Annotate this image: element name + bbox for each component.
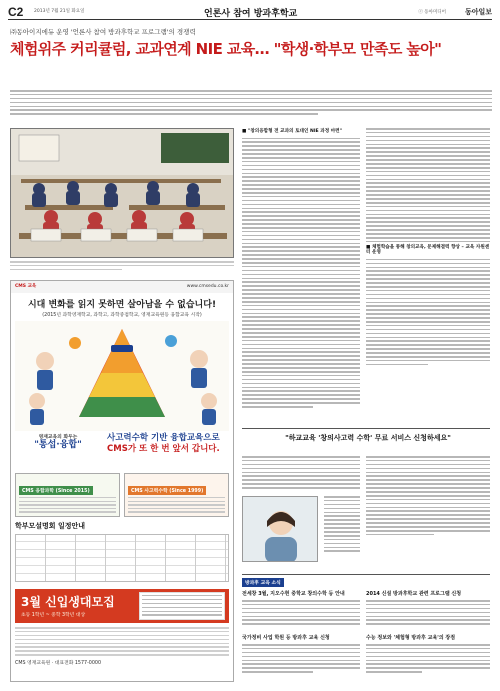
- ad-footer: [15, 627, 229, 666]
- recruit-title: 3월 신입생대모집: [21, 595, 115, 609]
- news-badge: 방과후 교육 소식: [242, 578, 284, 587]
- photo-caption: [10, 261, 234, 273]
- schedule-section: [15, 521, 229, 581]
- ad-title: 시대 변화를 읽지 못하면 살아남을 수 없습니다!: [27, 300, 217, 310]
- ad-left-small: 영재교육의 화두는: [38, 435, 78, 440]
- classroom-photo: [10, 128, 234, 258]
- ad-top-bar: [11, 281, 233, 293]
- page-number: C2: [8, 5, 24, 19]
- subhead-2: ■ 체험학습을 통해 창의교육, 문제해결력 향상 – 교육 자원센터 운영: [366, 244, 490, 256]
- ad-logo: CMS 교육: [15, 284, 37, 289]
- bottom-column-2: [366, 600, 490, 627]
- program-box-math-title: CMS 사고력수학 (Since 1999): [128, 486, 206, 495]
- schedule-title: 학부모설명회 일정안내: [15, 522, 86, 530]
- subhead-1: ■ "창의융합형 전 교과의 토대인 NIE 과정 마련": [242, 129, 343, 134]
- recruit-details: [139, 592, 225, 620]
- ad-left-big: "통섭·융합": [34, 440, 82, 450]
- ad-url: www.cmsedu.co.kr: [186, 284, 229, 289]
- issue-date: 2013년 7월 21일 화요일: [34, 9, 85, 14]
- ad-subtitle: (2015년 과학영재학교, 과학고, 과학중점학교, 영재교육원등 융합교육 시작): [42, 313, 202, 318]
- sponsor-note: ⓒ 동아미디어: [418, 10, 446, 15]
- body-column-2: [366, 128, 490, 368]
- cartoon-pyramid-illustration: [15, 321, 229, 431]
- ad-tagline-left: [15, 433, 101, 451]
- pull-quote: "하교교육 '창의사고력 수학' 무료 서비스 신청하세요": [285, 434, 451, 442]
- bottom-column-3: [242, 644, 360, 675]
- newspaper-name: 동아일보: [464, 7, 492, 16]
- recruit-subtitle: 초등 1학년 ~ 중학 3학년 대상: [21, 613, 86, 618]
- cms-advertisement: [10, 280, 234, 682]
- ad-program-boxes: [15, 473, 229, 517]
- body-column-4: [324, 496, 360, 554]
- bottom-head-2: 2014 신설 방과후학교 관련 프로그램 신청: [366, 591, 462, 597]
- program-box-science-title: CMS 융합과학 (Since 2015): [19, 486, 93, 495]
- body-column-1: [242, 128, 360, 410]
- article-kicker: ㈜동아이지에듀 운영 '언론사 참여 방과후학교 프로그램'의 경쟁력: [10, 28, 196, 36]
- ad-footer-text: CMS 영재교육원 · 대표전화 1577-0000: [15, 660, 102, 666]
- bottom-column-1: [242, 600, 360, 627]
- bottom-head-1: 전세창 3월, 지오수현 중학교 창의수학 등 안내: [242, 591, 345, 597]
- bottom-divider: [242, 574, 490, 575]
- lead-paragraph: [10, 90, 492, 124]
- section-title: 언론사 참여 방과후학교: [204, 9, 298, 19]
- ad-right-line1: 사고력수학 기반 융합교육으로: [107, 433, 220, 443]
- body-column-3: [242, 456, 360, 491]
- bottom-head-3: 국가정비 사업 학원 등 방과후 교육 신청: [242, 635, 330, 641]
- bottom-head-4: 수능 정보와 '체험형 방과후 교육'의 장점: [366, 635, 456, 641]
- portrait-photo: [242, 496, 318, 562]
- program-box-science: [15, 473, 120, 517]
- bottom-column-4: [366, 644, 490, 675]
- ad-tagline-right: [107, 433, 229, 454]
- program-box-math: [124, 473, 229, 517]
- schedule-table: [15, 534, 229, 582]
- section-divider: [242, 428, 490, 429]
- recruit-banner: [15, 589, 229, 623]
- article-headline: 체험위주 커리큘럼, 교과연계 NIE 교육… "학생·학부모 만족도 높아": [10, 40, 442, 58]
- page-header: [8, 4, 492, 20]
- ad-right-line2: CMS가 또 한 번 앞서 갑니다.: [107, 443, 220, 454]
- body-column-5: [366, 456, 490, 538]
